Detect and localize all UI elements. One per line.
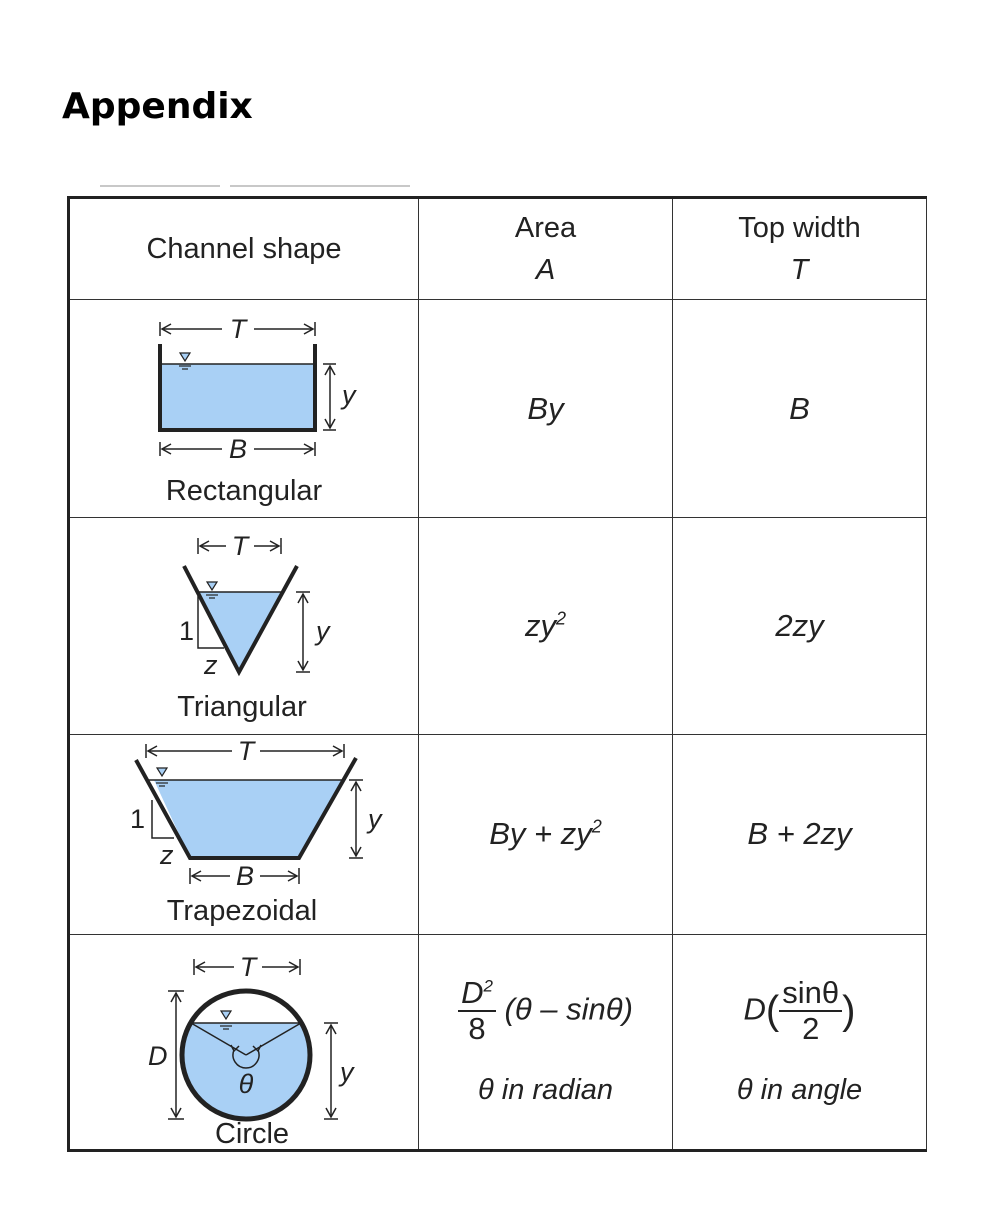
label-y: y [316, 615, 330, 646]
page-title: Appendix [62, 86, 253, 127]
label-D: D [148, 1040, 168, 1071]
top-width-circle-note: θ in angle [736, 1074, 863, 1107]
top-width-trapezoidal: B + 2zy [673, 734, 927, 934]
table-row-rectangular [69, 300, 927, 518]
header-area-label: Area [514, 212, 577, 244]
area-circle-expression: (θ – sinθ) [504, 991, 633, 1027]
shape-name-rectangular: Rectangular [165, 474, 323, 507]
trapezoidal-shape-cell [69, 734, 419, 934]
label-T: T [229, 313, 247, 344]
header-area-symbol: A [535, 254, 556, 287]
label-T: T [231, 530, 249, 561]
table-row-circle [69, 934, 927, 1150]
area-trapezoidal-exponent: 2 [591, 816, 602, 837]
scan-artifact-line [230, 185, 410, 187]
top-width-circle-formula [673, 976, 926, 1046]
area-triangular [419, 518, 673, 734]
triangular-channel-diagram [74, 522, 414, 730]
trapezoidal-channel-diagram [74, 736, 414, 932]
label-T: T [239, 951, 257, 982]
header-channel-shape: Channel shape [69, 198, 419, 300]
circle-channel-diagram [74, 937, 414, 1147]
header-top-width-label: Top width [738, 212, 861, 244]
header-top-width [673, 198, 927, 300]
top-width-rectangular: B [673, 300, 927, 518]
water-surface-icon [220, 1011, 232, 1029]
scan-artifact-line [100, 185, 220, 187]
area-rectangular: By [419, 300, 673, 518]
label-y: y [340, 1056, 354, 1087]
area-triangular-base: zy [524, 607, 556, 643]
area-circle-denominator: 8 [468, 1011, 486, 1047]
triangular-shape-cell [69, 518, 419, 734]
label-slope-1: 1 [130, 804, 146, 835]
shape-name-trapezoidal: Trapezoidal [166, 895, 318, 928]
top-width-circle-denominator: 2 [802, 1011, 820, 1047]
water-surface-icon [206, 582, 218, 598]
top-width-circle [673, 934, 927, 1150]
area-triangular-exponent: 2 [555, 608, 566, 629]
left-paren: ( [765, 988, 780, 1033]
water-fill [160, 364, 315, 429]
area-circle-numerator-exponent: 2 [483, 976, 493, 996]
table-row-trapezoidal [69, 734, 927, 934]
header-area [419, 198, 673, 300]
label-B: B [228, 433, 248, 464]
area-trapezoidal [419, 734, 673, 934]
rectangular-shape-cell [69, 300, 419, 518]
label-T: T [237, 736, 255, 767]
top-width-circle-numerator: sinθ [779, 976, 842, 1012]
area-circle-numerator: D [461, 975, 484, 1011]
circle-shape-cell [69, 934, 419, 1150]
rectangular-channel-diagram [74, 304, 414, 514]
header-top-width-symbol: T [790, 254, 809, 287]
top-width-triangular: 2zy [673, 518, 927, 734]
table-row-triangular [69, 518, 927, 734]
water-surface-icon [156, 768, 168, 786]
top-width-circle-fraction [779, 976, 842, 1046]
channel-geometry-table [67, 196, 925, 1152]
area-circle-note: θ in radian [477, 1074, 614, 1107]
area-trapezoidal-expression: By + zy [489, 816, 592, 852]
label-z: z [160, 840, 174, 871]
label-B: B [235, 861, 255, 892]
shape-name-triangular: Triangular [177, 690, 307, 723]
area-circle [419, 934, 673, 1150]
label-slope-1: 1 [179, 615, 195, 646]
label-y: y [368, 804, 382, 835]
area-circle-formula [419, 976, 672, 1046]
label-theta: θ [238, 1068, 254, 1099]
label-z: z [204, 649, 218, 680]
label-y: y [342, 379, 356, 410]
shape-name-circle: Circle [214, 1117, 290, 1147]
area-circle-fraction [458, 976, 496, 1046]
right-paren: ) [842, 988, 856, 1033]
top-width-circle-lead: D [743, 991, 766, 1027]
header-row [69, 198, 927, 300]
